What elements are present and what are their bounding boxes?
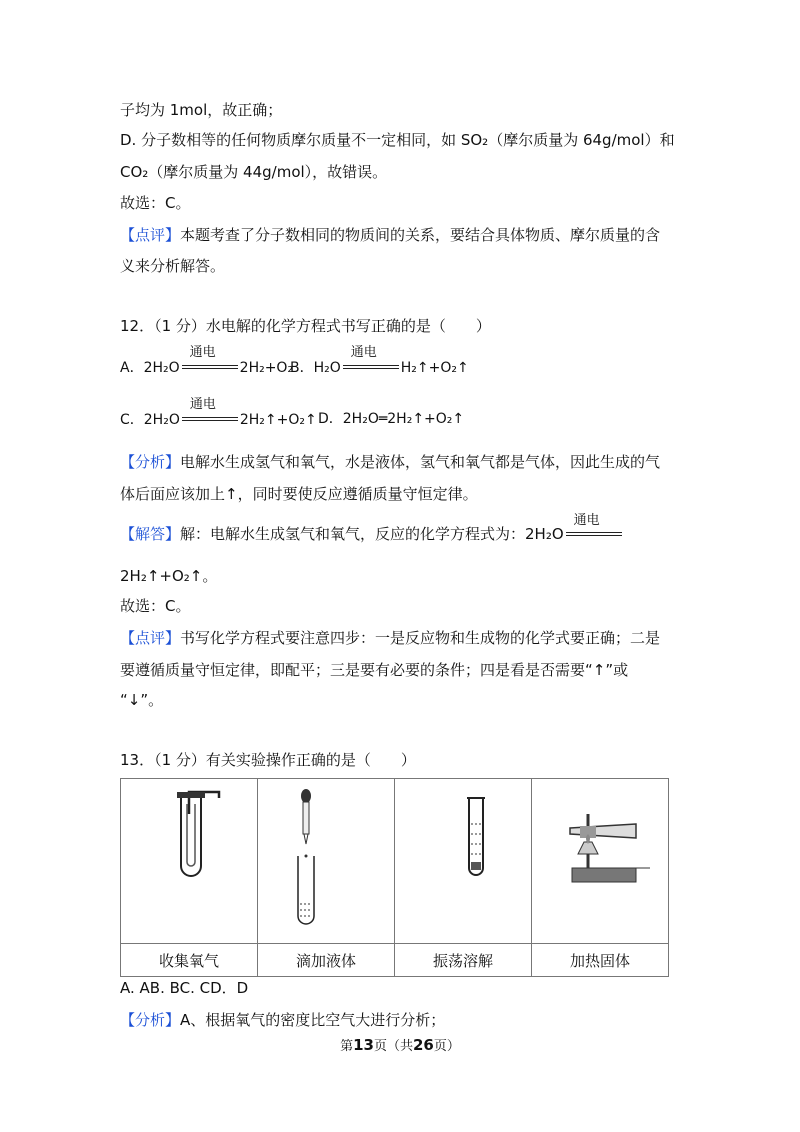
collect-oxygen-cell	[121, 779, 258, 944]
answer-line-2: 2H₂↑+O₂↑。	[120, 567, 218, 585]
option-a-label: 收集氧气	[121, 944, 258, 977]
condition-arrow	[180, 345, 240, 376]
analysis-line	[120, 1010, 445, 1030]
heat-solid-image	[540, 784, 660, 934]
option-b-label: 滴加液体	[258, 944, 395, 977]
option-b-left: B．H₂O	[290, 360, 341, 376]
option-c-right: 2H₂↑+O₂↑	[239, 412, 317, 428]
choice-line: 故选：C。	[120, 597, 191, 615]
text-line: 义来分析解答。	[120, 257, 226, 275]
question-12-stem: 12．（1 分）水电解的化学方程式书写正确的是（ ）	[120, 317, 491, 335]
condition-arrow	[180, 397, 240, 428]
analysis-line	[120, 452, 660, 472]
add-liquid-cell	[258, 779, 395, 944]
condition-arrow	[341, 345, 401, 376]
page-total: 26	[413, 1036, 434, 1054]
analysis-text: A、根据氧气的密度比空气大进行分析；	[180, 1011, 446, 1029]
comment-line	[120, 225, 660, 245]
footer-middle: 页（共	[373, 1039, 413, 1054]
condition-label: 通电	[573, 513, 600, 528]
answer-line	[120, 513, 624, 544]
analysis-tag: 【分析】	[120, 453, 181, 471]
question-13-stem: 13．（1 分）有关实验操作正确的是（ ）	[120, 751, 416, 769]
footer-prefix: 第	[340, 1039, 354, 1054]
option-d-equation: D．2H₂O═2H₂↑+O₂↑	[318, 411, 465, 427]
answer-text: 解：电解水生成氢气和氧气，反应的化学方程式为：2H₂O	[180, 525, 564, 543]
analysis-tag: 【分析】	[120, 1011, 181, 1029]
analysis-line-2: 体后面应该加上↑，同时要使反应遵循质量守恒定律。	[120, 485, 478, 503]
option-d-label: 加热固体	[532, 944, 669, 977]
collect-oxygen-image	[129, 784, 249, 934]
text-line: D. 分子数相等的任何物质摩尔质量不一定相同，如 SO₂（摩尔质量为 64g/mol）和	[120, 131, 675, 149]
add-liquid-image	[266, 784, 386, 934]
shake-dissolve-image	[403, 784, 523, 934]
option-b-right: H₂↑+O₂↑	[400, 360, 469, 376]
comment-line	[120, 628, 660, 648]
text-line: 子均为 1mol，故正确；	[120, 101, 283, 119]
heat-solid-cell	[532, 779, 669, 944]
option-a-right: 2H₂+O₂	[239, 360, 294, 376]
text-line: 故选：C。	[120, 194, 191, 212]
analysis-text: 电解水生成氢气和氧气，水是液体，氢气和氧气都是气体，因此生成的气	[180, 453, 661, 471]
option-b-equation	[290, 345, 469, 377]
condition-arrow	[564, 513, 624, 543]
option-a-equation	[120, 345, 294, 377]
option-c-label: 振荡溶解	[395, 944, 532, 977]
option-a-left: A．2H₂O	[120, 360, 180, 376]
comment-tag: 【点评】	[120, 226, 181, 244]
page-number: 13	[353, 1036, 374, 1054]
comment-text: 本题考查了分子数相同的物质间的关系，要结合具体物质、摩尔质量的含	[180, 226, 661, 244]
answer-tag: 【解答】	[120, 525, 181, 543]
comment-text: 书写化学方程式要注意四步：一是反应物和生成物的化学式要正确；二是	[180, 629, 661, 647]
options-line: A. AB. BC. CD．D	[120, 979, 249, 997]
footer-suffix: 页）	[433, 1039, 460, 1054]
shake-dissolve-cell	[395, 779, 532, 944]
condition-label: 通电	[189, 397, 216, 412]
condition-label: 通电	[350, 345, 377, 360]
condition-label: 通电	[189, 345, 216, 360]
page-footer	[0, 1035, 800, 1054]
option-c-left: C．2H₂O	[120, 412, 180, 428]
comment-tag: 【点评】	[120, 629, 181, 647]
operations-table	[120, 778, 669, 977]
option-c-equation	[120, 397, 317, 429]
text-line: CO₂（摩尔质量为 44g/mol），故错误。	[120, 163, 388, 181]
comment-line-3: “↓”。	[120, 691, 164, 709]
comment-line-2: 要遵循质量守恒定律，即配平；三是要有必要的条件；四是看是否需要“↑”或	[120, 661, 629, 679]
